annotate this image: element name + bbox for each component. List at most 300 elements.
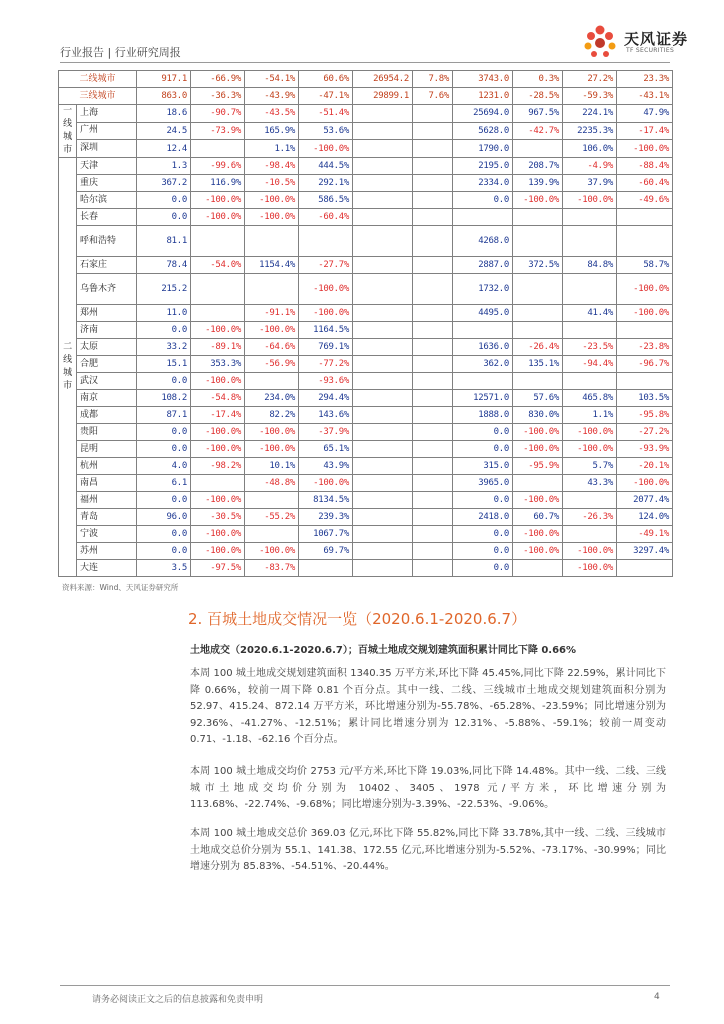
table-cell [353, 105, 413, 123]
table-cell: 1732.0 [453, 274, 513, 305]
table-cell: -36.3% [191, 88, 245, 105]
table-cell: 239.3% [299, 509, 353, 526]
table-cell: -10.5% [245, 175, 299, 192]
table-cell: -66.9% [191, 71, 245, 88]
table-cell: 太原 [77, 339, 137, 356]
table-cell: -73.9% [191, 122, 245, 140]
table-cell: -77.2% [299, 356, 353, 373]
table-cell: 69.7% [299, 543, 353, 560]
table-cell [413, 373, 453, 390]
table-cell: 135.1% [513, 356, 563, 373]
table-cell: 3297.4% [617, 543, 673, 560]
table-cell [563, 373, 617, 390]
table-row [59, 140, 673, 158]
table-cell: 116.9% [191, 175, 245, 192]
source-note: 资料来源：Wind、天风证券研究所 [62, 583, 179, 592]
brand-logo [580, 24, 710, 62]
table-cell: 53.6% [299, 122, 353, 140]
table-cell: 呼和浩特 [77, 226, 137, 257]
table-cell: -42.7% [513, 122, 563, 140]
table-cell [353, 175, 413, 192]
table-cell [245, 526, 299, 543]
brand-en: TF SECURITIES [626, 47, 675, 54]
header-divider [60, 62, 670, 63]
table-cell [413, 226, 453, 257]
table-cell: 3743.0 [453, 71, 513, 88]
table-cell: 昆明 [77, 441, 137, 458]
table-cell: 3965.0 [453, 475, 513, 492]
table-cell: 82.2% [245, 407, 299, 424]
table-cell: 165.9% [245, 122, 299, 140]
table-cell [353, 257, 413, 274]
table-cell [413, 458, 453, 475]
table-cell [191, 305, 245, 322]
table-cell [563, 526, 617, 543]
table-cell: 2418.0 [453, 509, 513, 526]
table-cell: 0.0 [453, 492, 513, 509]
table-cell: -20.1% [617, 458, 673, 475]
table-cell [453, 373, 513, 390]
table-cell [563, 492, 617, 509]
table-cell [513, 475, 563, 492]
table-cell: -100.0% [191, 192, 245, 209]
table-cell [353, 424, 413, 441]
table-cell: -64.6% [245, 339, 299, 356]
table-cell: -100.0% [191, 424, 245, 441]
table-cell: 大连 [77, 560, 137, 577]
table-cell [413, 209, 453, 226]
table-cell: -54.0% [191, 257, 245, 274]
table-cell: -100.0% [245, 322, 299, 339]
table-cell: 济南 [77, 322, 137, 339]
table-cell: 南京 [77, 390, 137, 407]
table-row [59, 509, 673, 526]
table-cell: -26.4% [513, 339, 563, 356]
table-cell: -100.0% [191, 209, 245, 226]
table-cell: -95.8% [617, 407, 673, 424]
disclaimer: 请务必阅读正文之后的信息披露和免责申明 [92, 995, 264, 1005]
table-cell [413, 390, 453, 407]
table-cell: 1067.7% [299, 526, 353, 543]
table-cell: 福州 [77, 492, 137, 509]
page-header [60, 30, 689, 68]
table-cell [453, 322, 513, 339]
table-cell: -59.3% [563, 88, 617, 105]
table-cell: 586.5% [299, 192, 353, 209]
table-cell [413, 492, 453, 509]
table-cell: -43.9% [245, 88, 299, 105]
table-cell: 863.0 [137, 88, 191, 105]
table-cell [353, 509, 413, 526]
table-cell: 0.0 [453, 192, 513, 209]
table-cell: -26.3% [563, 509, 617, 526]
table-row [59, 257, 673, 274]
table-row [59, 226, 673, 257]
table-row [59, 71, 673, 88]
table-cell: -100.0% [513, 424, 563, 441]
table-cell: 25694.0 [453, 105, 513, 123]
table-row [59, 441, 673, 458]
table-cell: -60.4% [617, 175, 673, 192]
table-cell: 917.1 [137, 71, 191, 88]
table-cell [413, 322, 453, 339]
table-cell: 0.0 [137, 322, 191, 339]
table-cell: 830.0% [513, 407, 563, 424]
table-cell: -100.0% [245, 192, 299, 209]
table-cell: 青岛 [77, 509, 137, 526]
table-cell: 广州 [77, 122, 137, 140]
table-cell [245, 226, 299, 257]
table-cell [413, 305, 453, 322]
table-cell: 0.0 [453, 526, 513, 543]
table-cell: 0.0 [453, 441, 513, 458]
table-cell: 郑州 [77, 305, 137, 322]
table-cell: 1888.0 [453, 407, 513, 424]
table-cell: -100.0% [563, 424, 617, 441]
table-row [59, 209, 673, 226]
table-cell: -93.9% [617, 441, 673, 458]
table-cell [563, 209, 617, 226]
table-cell: 0.0 [137, 441, 191, 458]
table-cell: 106.0% [563, 140, 617, 158]
table-cell [413, 526, 453, 543]
table-cell: 0.0 [453, 560, 513, 577]
table-cell: -43.1% [617, 88, 673, 105]
table-cell: 43.3% [563, 475, 617, 492]
table-cell: -100.0% [191, 543, 245, 560]
table-cell [413, 140, 453, 158]
table-cell [617, 322, 673, 339]
table-row [59, 424, 673, 441]
table-row [59, 475, 673, 492]
table-cell: 4268.0 [453, 226, 513, 257]
table-cell [353, 560, 413, 577]
table-cell: 27.2% [563, 71, 617, 88]
table-cell: -94.4% [563, 356, 617, 373]
table-cell: 12.4 [137, 140, 191, 158]
table-cell: 60.6% [299, 71, 353, 88]
table-cell: -100.0% [191, 441, 245, 458]
table-cell: -100.0% [513, 192, 563, 209]
table-cell: -100.0% [617, 274, 673, 305]
table-cell: 1154.4% [245, 257, 299, 274]
table-row [59, 192, 673, 209]
table-cell: -49.6% [617, 192, 673, 209]
table-cell: -17.4% [191, 407, 245, 424]
table-cell: 1636.0 [453, 339, 513, 356]
table-cell [413, 509, 453, 526]
table-cell: -99.6% [191, 158, 245, 175]
table-cell: 宁波 [77, 526, 137, 543]
table-cell: 南昌 [77, 475, 137, 492]
table-cell: 天津 [77, 158, 137, 175]
table-row [59, 305, 673, 322]
table-cell: -4.9% [563, 158, 617, 175]
table-cell: -17.4% [617, 122, 673, 140]
table-cell: 三线城市 [59, 88, 137, 105]
table-cell: 0.0 [137, 424, 191, 441]
table-cell: -60.4% [299, 209, 353, 226]
table-cell: 1231.0 [453, 88, 513, 105]
table-cell [413, 274, 453, 305]
table-cell: 57.6% [513, 390, 563, 407]
table-cell: 长春 [77, 209, 137, 226]
table-cell: 87.1 [137, 407, 191, 424]
table-cell: 315.0 [453, 458, 513, 475]
table-cell [353, 441, 413, 458]
table-row [59, 322, 673, 339]
table-cell: 11.0 [137, 305, 191, 322]
table-cell: 294.4% [299, 390, 353, 407]
table-cell [353, 226, 413, 257]
table-cell: -98.2% [191, 458, 245, 475]
table-cell: -100.0% [563, 543, 617, 560]
table-cell: -100.0% [299, 274, 353, 305]
table-cell [245, 274, 299, 305]
table-cell: 2334.0 [453, 175, 513, 192]
table-cell [617, 226, 673, 257]
table-cell: -56.9% [245, 356, 299, 373]
table-cell: 60.7% [513, 509, 563, 526]
table-cell: 0.0 [137, 209, 191, 226]
table-cell [353, 543, 413, 560]
table-cell: 合肥 [77, 356, 137, 373]
table-row [59, 458, 673, 475]
table-cell: 24.5 [137, 122, 191, 140]
table-cell: 乌鲁木齐 [77, 274, 137, 305]
table-cell: 6.1 [137, 475, 191, 492]
table-row [59, 526, 673, 543]
table-cell: -100.0% [299, 140, 353, 158]
table-cell: -23.8% [617, 339, 673, 356]
table-cell: 0.3% [513, 71, 563, 88]
table-cell [353, 339, 413, 356]
table-cell [617, 560, 673, 577]
table-cell: 0.0 [137, 373, 191, 390]
table-cell: 108.2 [137, 390, 191, 407]
table-cell: -100.0% [191, 492, 245, 509]
table-cell: 5628.0 [453, 122, 513, 140]
table-cell: 苏州 [77, 543, 137, 560]
paragraph-total: 本周 100 城土地成交总价 369.03 亿元,环比下降 55.82%,同比下降 33.78%,其中一线、二线、三线城市土地成交总价分别为 55.1、141.38、172.55 亿元,环比增速分别为-5.52%、-73.17%、-30.99%；同比增速分别为 85.83%、-54.51%、-20.44%。 [190, 828, 666, 872]
table-row [59, 175, 673, 192]
table-cell: -100.0% [245, 424, 299, 441]
table-cell [299, 226, 353, 257]
table-cell: -49.1% [617, 526, 673, 543]
table-cell: 0.0 [137, 543, 191, 560]
table-cell: -100.0% [513, 441, 563, 458]
table-cell [413, 441, 453, 458]
table-row [59, 122, 673, 140]
table-cell: 103.5% [617, 390, 673, 407]
section-subtitle: 土地成交（2020.6.1-2020.6.7）；百城土地成交规划建筑面积累计同比下降 0.66% [190, 645, 577, 656]
table-cell: 重庆 [77, 175, 137, 192]
table-cell: 2887.0 [453, 257, 513, 274]
table-cell: 杭州 [77, 458, 137, 475]
table-cell: 0.0 [137, 192, 191, 209]
footer-divider [60, 985, 670, 986]
table-cell [353, 475, 413, 492]
table-cell: -96.7% [617, 356, 673, 373]
table-row [59, 373, 673, 390]
table-cell: -93.6% [299, 373, 353, 390]
table-cell: 78.4 [137, 257, 191, 274]
table-row [59, 339, 673, 356]
table-cell [513, 209, 563, 226]
table-cell: 29899.1 [353, 88, 413, 105]
table-cell [353, 192, 413, 209]
table-cell: 208.7% [513, 158, 563, 175]
table-cell: 139.9% [513, 175, 563, 192]
table-cell: 1.3 [137, 158, 191, 175]
table-cell [353, 458, 413, 475]
table-row [59, 158, 673, 175]
table-cell: 367.2 [137, 175, 191, 192]
table-cell: -100.0% [513, 492, 563, 509]
table-cell: -28.5% [513, 88, 563, 105]
table-cell [353, 140, 413, 158]
table-cell [191, 140, 245, 158]
table-cell: 7.8% [413, 71, 453, 88]
table-cell [353, 305, 413, 322]
table-cell: -54.1% [245, 71, 299, 88]
table-cell: 4495.0 [453, 305, 513, 322]
table-cell [191, 226, 245, 257]
table-row [59, 88, 673, 105]
table-cell: -54.8% [191, 390, 245, 407]
table-cell [513, 560, 563, 577]
table-cell: -100.0% [617, 475, 673, 492]
city-tier-label: 二线城市 [59, 158, 77, 577]
table-cell [299, 560, 353, 577]
table-cell: 81.1 [137, 226, 191, 257]
table-cell: 224.1% [563, 105, 617, 123]
table-cell: 8134.5% [299, 492, 353, 509]
table-cell [413, 175, 453, 192]
table-cell: -23.5% [563, 339, 617, 356]
table-cell [413, 356, 453, 373]
table-cell: -98.4% [245, 158, 299, 175]
table-cell [413, 339, 453, 356]
table-cell: 二线城市 [59, 71, 137, 88]
table-cell: -51.4% [299, 105, 353, 123]
table-cell: 215.2 [137, 274, 191, 305]
city-land-table [58, 70, 673, 577]
table-row [59, 356, 673, 373]
table-row [59, 274, 673, 305]
table-cell [413, 122, 453, 140]
table-cell: 1.1% [563, 407, 617, 424]
table-cell: 23.3% [617, 71, 673, 88]
table-cell [563, 226, 617, 257]
table-cell [353, 158, 413, 175]
table-cell: 成都 [77, 407, 137, 424]
table-cell [353, 356, 413, 373]
page-number: 4 [654, 992, 660, 1002]
table-cell: -100.0% [617, 305, 673, 322]
table-cell [353, 209, 413, 226]
table-cell: 43.9% [299, 458, 353, 475]
table-cell: 0.0 [137, 492, 191, 509]
table-cell: -100.0% [563, 192, 617, 209]
table-cell: 47.9% [617, 105, 673, 123]
table-cell: 84.8% [563, 257, 617, 274]
brand-name: 天风证券 [624, 30, 689, 48]
table-cell [353, 492, 413, 509]
table-cell: 12571.0 [453, 390, 513, 407]
table-cell [413, 257, 453, 274]
table-cell: 10.1% [245, 458, 299, 475]
table-cell: -30.5% [191, 509, 245, 526]
table-cell: -100.0% [191, 322, 245, 339]
table-cell [513, 373, 563, 390]
tf-logo-icon [580, 24, 620, 62]
table-cell: 65.1% [299, 441, 353, 458]
table-cell: 465.8% [563, 390, 617, 407]
table-cell: 444.5% [299, 158, 353, 175]
table-cell: -100.0% [563, 441, 617, 458]
table-cell [453, 209, 513, 226]
table-cell: -55.2% [245, 509, 299, 526]
table-cell: -27.7% [299, 257, 353, 274]
table-cell: -100.0% [513, 543, 563, 560]
table-cell: 96.0 [137, 509, 191, 526]
table-cell [191, 475, 245, 492]
table-cell [353, 373, 413, 390]
table-cell: 292.1% [299, 175, 353, 192]
table-row [59, 105, 673, 123]
table-cell [353, 390, 413, 407]
table-cell: -100.0% [617, 140, 673, 158]
table-cell [617, 209, 673, 226]
table-cell [413, 560, 453, 577]
table-cell: -83.7% [245, 560, 299, 577]
table-cell [513, 140, 563, 158]
paragraph-price: 本周 100 城土地成交均价 2753 元/平方米,环比下降 19.03%,同比下降 14.48%。其中一线、二线、三线城市土地成交均价分别为 10402、3405、1978 元/平方米，环比增速分别为113.68%、-22.74%、-9.68%；同比增速分别为-3.39%、-22.53%、-9.06%。 [190, 766, 666, 810]
table-cell: -100.0% [191, 526, 245, 543]
table-cell: 4.0 [137, 458, 191, 475]
table-cell: 1164.5% [299, 322, 353, 339]
table-cell: 37.9% [563, 175, 617, 192]
table-cell [513, 322, 563, 339]
table-row [59, 407, 673, 424]
paragraph-area: 本周 100 城土地成交规划建筑面积 1340.35 万平方米,环比下降 45.45%,同比下降 22.59%，累计同比下降 0.66%，较前一周下降 0.81 个百分点。其中一线、二线、三线城市土地成交规划建筑面积分别为 52.97、415.24、872.14 万平方米，环比增速分别为-55.78%、-65.28%、-23.59%；同比增速分别为 92.36%、-41.27%、-12.51%；累计同比增速分别为 12.31%、-5.88%、-59.1%；较前一周变动 0.71、-1.18、-62.16 个百分点。 [190, 668, 666, 745]
table-cell [413, 158, 453, 175]
table-cell: -95.9% [513, 458, 563, 475]
table-cell [413, 192, 453, 209]
table-cell: 5.7% [563, 458, 617, 475]
table-cell [353, 322, 413, 339]
section-title: 2. 百城土地成交情况一览（2020.6.1-2020.6.7） [188, 610, 527, 628]
table-cell: 124.0% [617, 509, 673, 526]
table-cell: 58.7% [617, 257, 673, 274]
table-cell [413, 407, 453, 424]
table-cell: 贵阳 [77, 424, 137, 441]
table-cell: 353.3% [191, 356, 245, 373]
table-cell: 33.2 [137, 339, 191, 356]
table-cell: 0.0 [137, 526, 191, 543]
table-cell: 深圳 [77, 140, 137, 158]
table-cell: -100.0% [245, 543, 299, 560]
table-cell [191, 274, 245, 305]
table-cell: -90.7% [191, 105, 245, 123]
table-cell: 143.6% [299, 407, 353, 424]
table-cell: 哈尔滨 [77, 192, 137, 209]
table-cell: -100.0% [191, 373, 245, 390]
table-cell [563, 322, 617, 339]
table-cell: 0.0 [453, 424, 513, 441]
table-cell: -100.0% [245, 209, 299, 226]
